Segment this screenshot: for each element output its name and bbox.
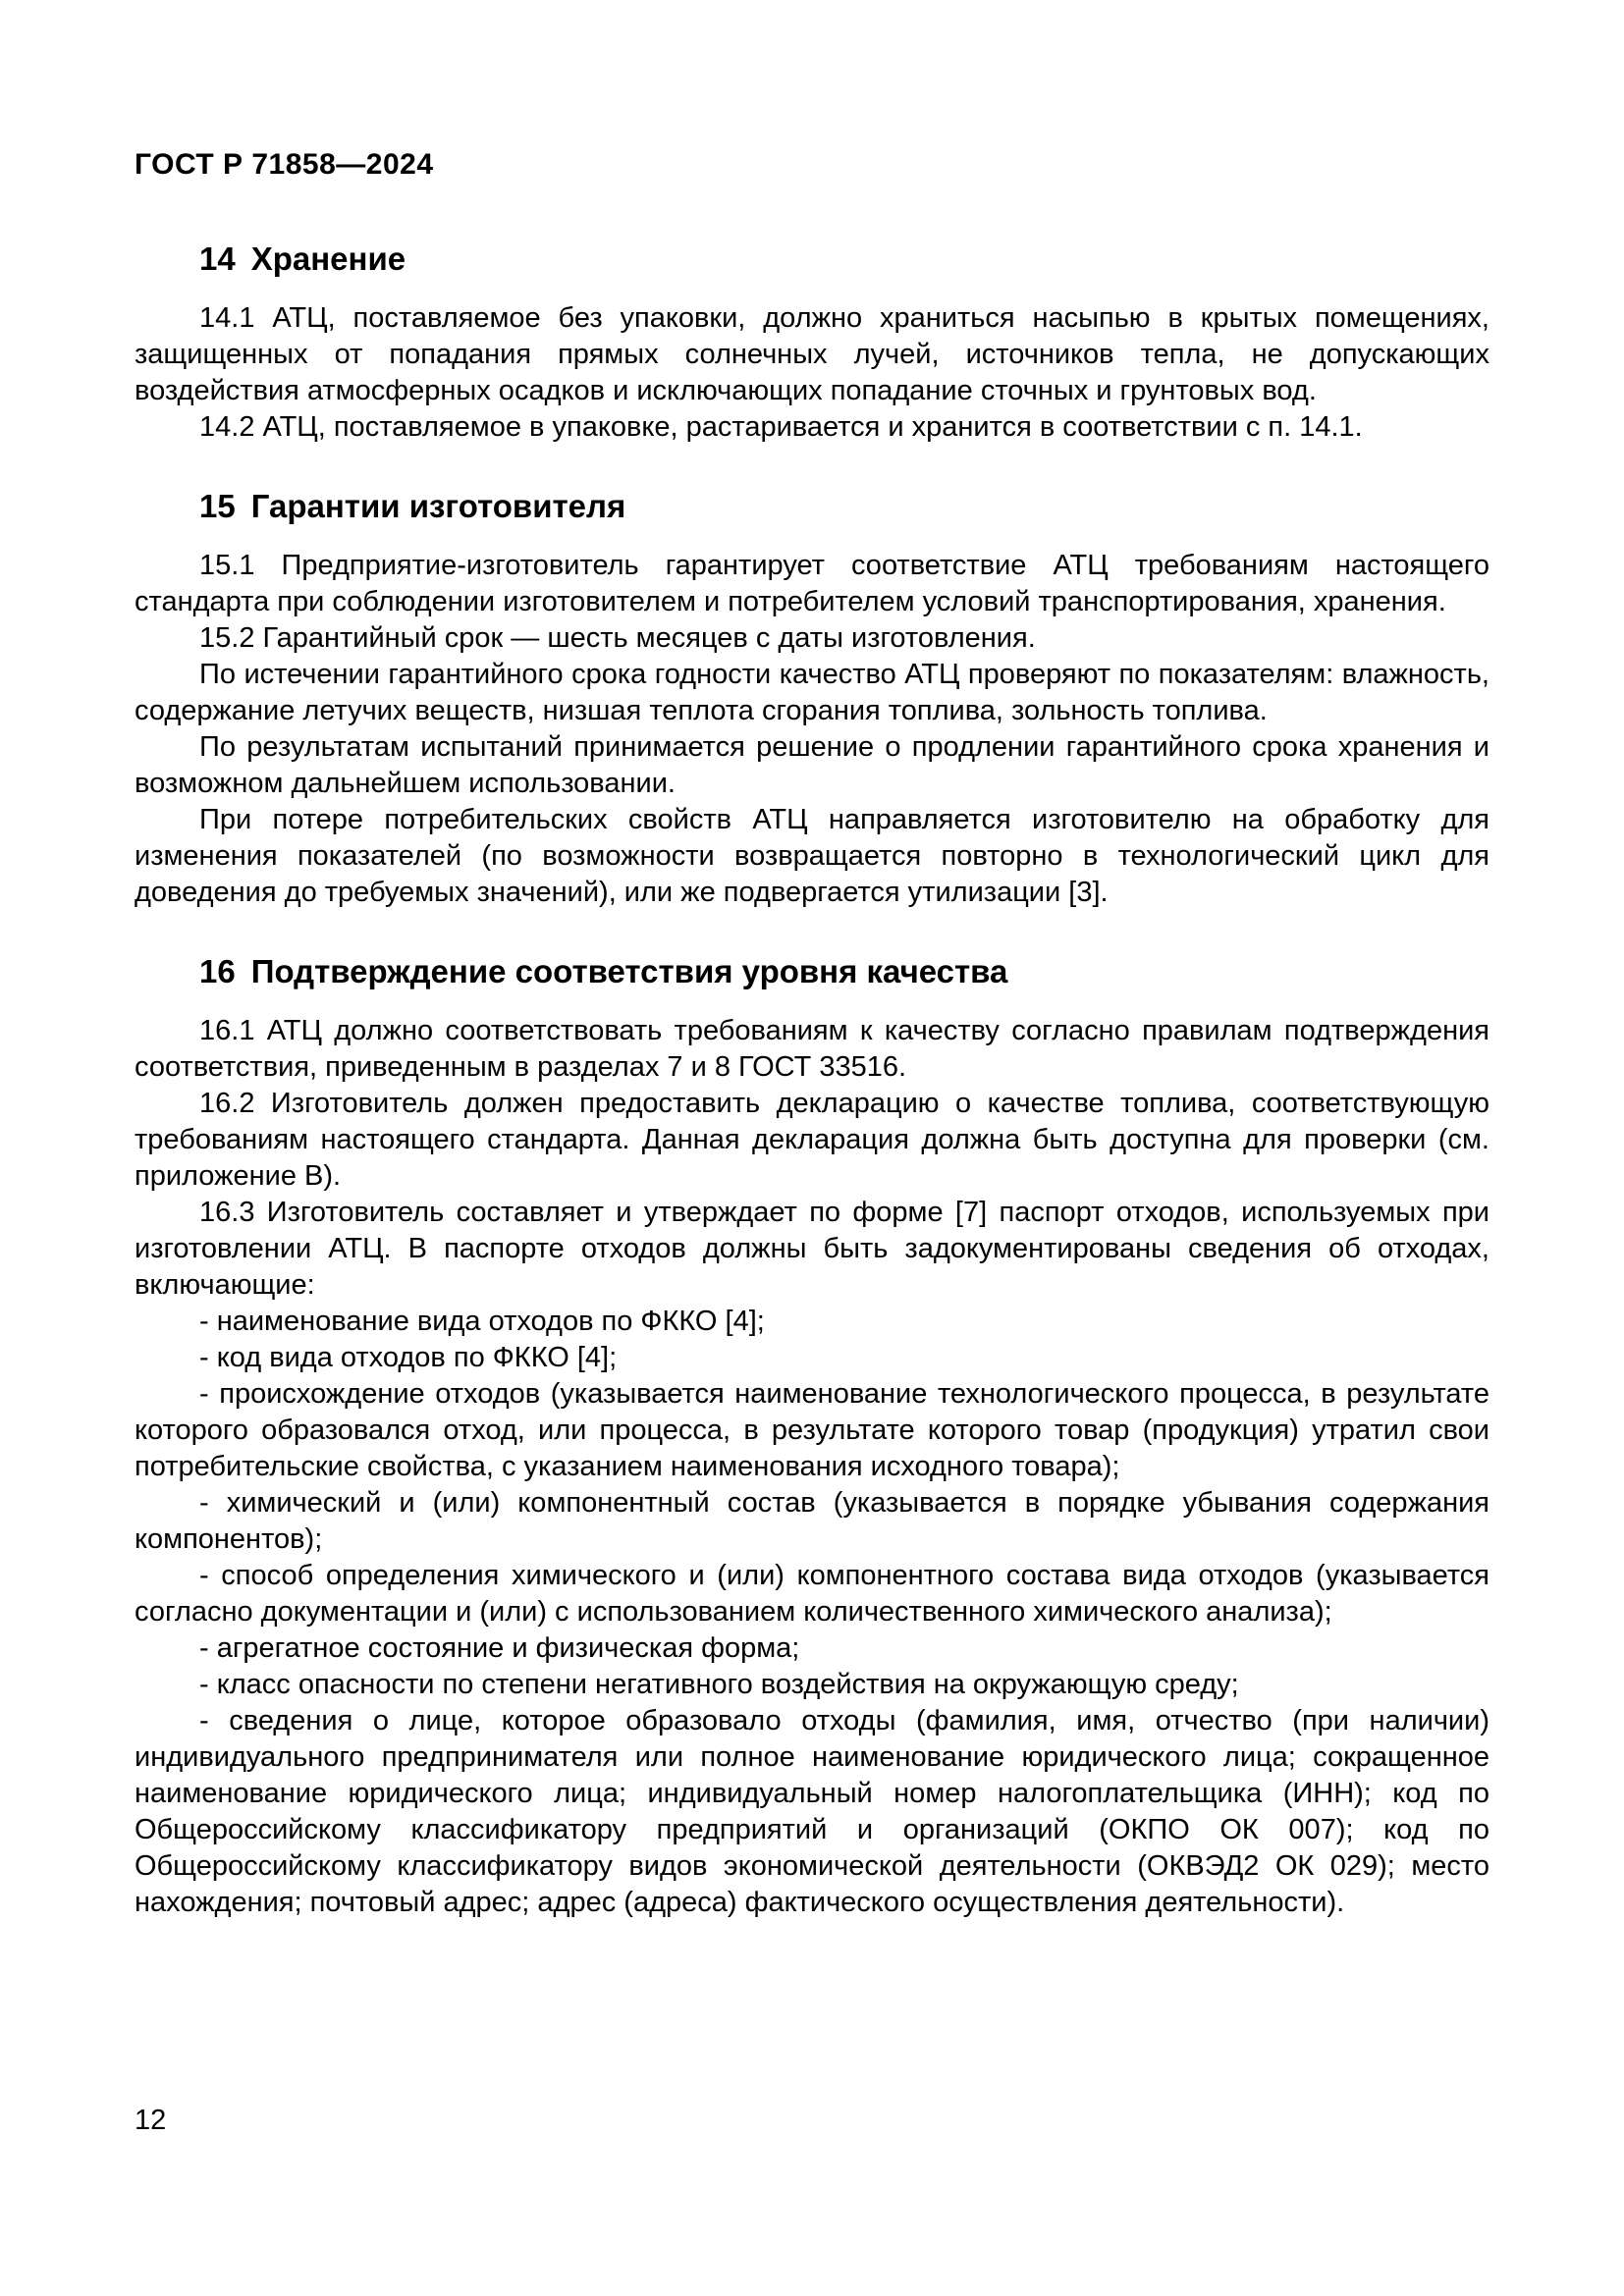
list-item: - наименование вида отходов по ФККО [4]; <box>199 1306 765 1337</box>
page-number: 12 <box>135 2105 167 2136</box>
list-item: - сведения о лице, которое образовало отходы (фамилия, имя, отчество (при наличии) индивидуального предпринимателя или полное наименование юридического лица; сокращенное наименование юридического лица; индивидуальный номер налогоплательщика (ИНН); код по Общероссийскому классификатору предприятий и организаций (ОКПО ОК 007); код по Общероссийскому классификатору видов экономической деятельности (ОКВЭД2 ОК 029); место нахождения; почтовый адрес; адрес (адреса) фактического осуществления деятельности). <box>135 1705 1489 1918</box>
paragraph: 16.1 АТЦ должно соответствовать требованиям к качеству согласно правилам подтверждения соответствия, приведенным в разделах 7 и 8 ГОСТ 33516. <box>135 1015 1489 1083</box>
section-14-heading <box>135 240 1489 279</box>
section-title: Гарантии изготовителя <box>250 488 626 524</box>
paragraph: 14.1 АТЦ, поставляемое без упаковки, должно храниться насыпью в крытых помещениях, защищенных от попадания прямых солнечных лучей, источников тепла, не допускающих воздействия атмосферных осадков и исключающих попадание сточных и грунтовых вод. <box>135 302 1489 406</box>
document-code: ГОСТ Р 71858—2024 <box>135 148 434 181</box>
paragraph: 14.2 АТЦ, поставляемое в упаковке, растаривается и хранится в соответствии с п. 14.1. <box>199 411 1363 443</box>
section-16-heading <box>135 952 1489 991</box>
list-item: - класс опасности по степени негативного воздействия на окружающую среду; <box>199 1669 1239 1700</box>
page-content <box>135 147 1489 1921</box>
section-warranty <box>135 487 1489 911</box>
paragraph: По истечении гарантийного срока годности качество АТЦ проверяют по показателям: влажность, содержание летучих веществ, низшая теплота сгорания топлива, зольность топлива. <box>135 659 1489 726</box>
paragraph: 15.1 Предприятие-изготовитель гарантирует соответствие АТЦ требованиям настоящего стандарта при соблюдении изготовителем и потребителем условий транспортирования, хранения. <box>135 550 1489 617</box>
section-number: 15 <box>199 488 236 524</box>
section-number: 16 <box>199 953 236 989</box>
list-item: - агрегатное состояние и физическая форма; <box>199 1632 800 1664</box>
list-item: - способ определения химического и (или) компонентного состава вида отходов (указывается согласно документации и (или) с использованием количественного химического анализа); <box>135 1560 1489 1628</box>
section-quality-conformity <box>135 952 1489 1921</box>
section-title: Хранение <box>250 240 406 277</box>
paragraph: 16.3 Изготовитель составляет и утверждает по форме [7] паспорт отходов, используемых при изготовлении АТЦ. В паспорте отходов должны быть задокументированы сведения об отходах, включающие: <box>135 1197 1489 1301</box>
list-item: - химический и (или) компонентный состав (указывается в порядке убывания содержания компонентов); <box>135 1487 1489 1555</box>
paragraph: По результатам испытаний принимается решение о продлении гарантийного срока хранения и возможном дальнейшем использовании. <box>135 731 1489 799</box>
section-number: 14 <box>199 240 236 277</box>
list-item: - код вида отходов по ФККО [4]; <box>199 1342 618 1373</box>
section-title: Подтверждение соответствия уровня качества <box>250 953 1008 989</box>
section-15-heading <box>135 487 1489 526</box>
paragraph: 16.2 Изготовитель должен предоставить декларацию о качестве топлива, соответствующую требованиям настоящего стандарта. Данная декларация должна быть доступна для проверки (см. приложение В). <box>135 1088 1489 1192</box>
section-storage <box>135 240 1489 446</box>
paragraph: 15.2 Гарантийный срок — шесть месяцев с даты изготовления. <box>199 622 1036 654</box>
paragraph: При потере потребительских свойств АТЦ направляется изготовителю на обработку для изменения показателей (по возможности возвращается повторно в технологический цикл для доведения до требуемых значений), или же подвергается утилизации [3]. <box>135 804 1489 908</box>
list-item: - происхождение отходов (указывается наименование технологического процесса, в результате которого образовался отход, или процесса, в результате которого товар (продукция) утратил свои потребительские свойства, с указанием наименования исходного товара); <box>135 1378 1489 1482</box>
